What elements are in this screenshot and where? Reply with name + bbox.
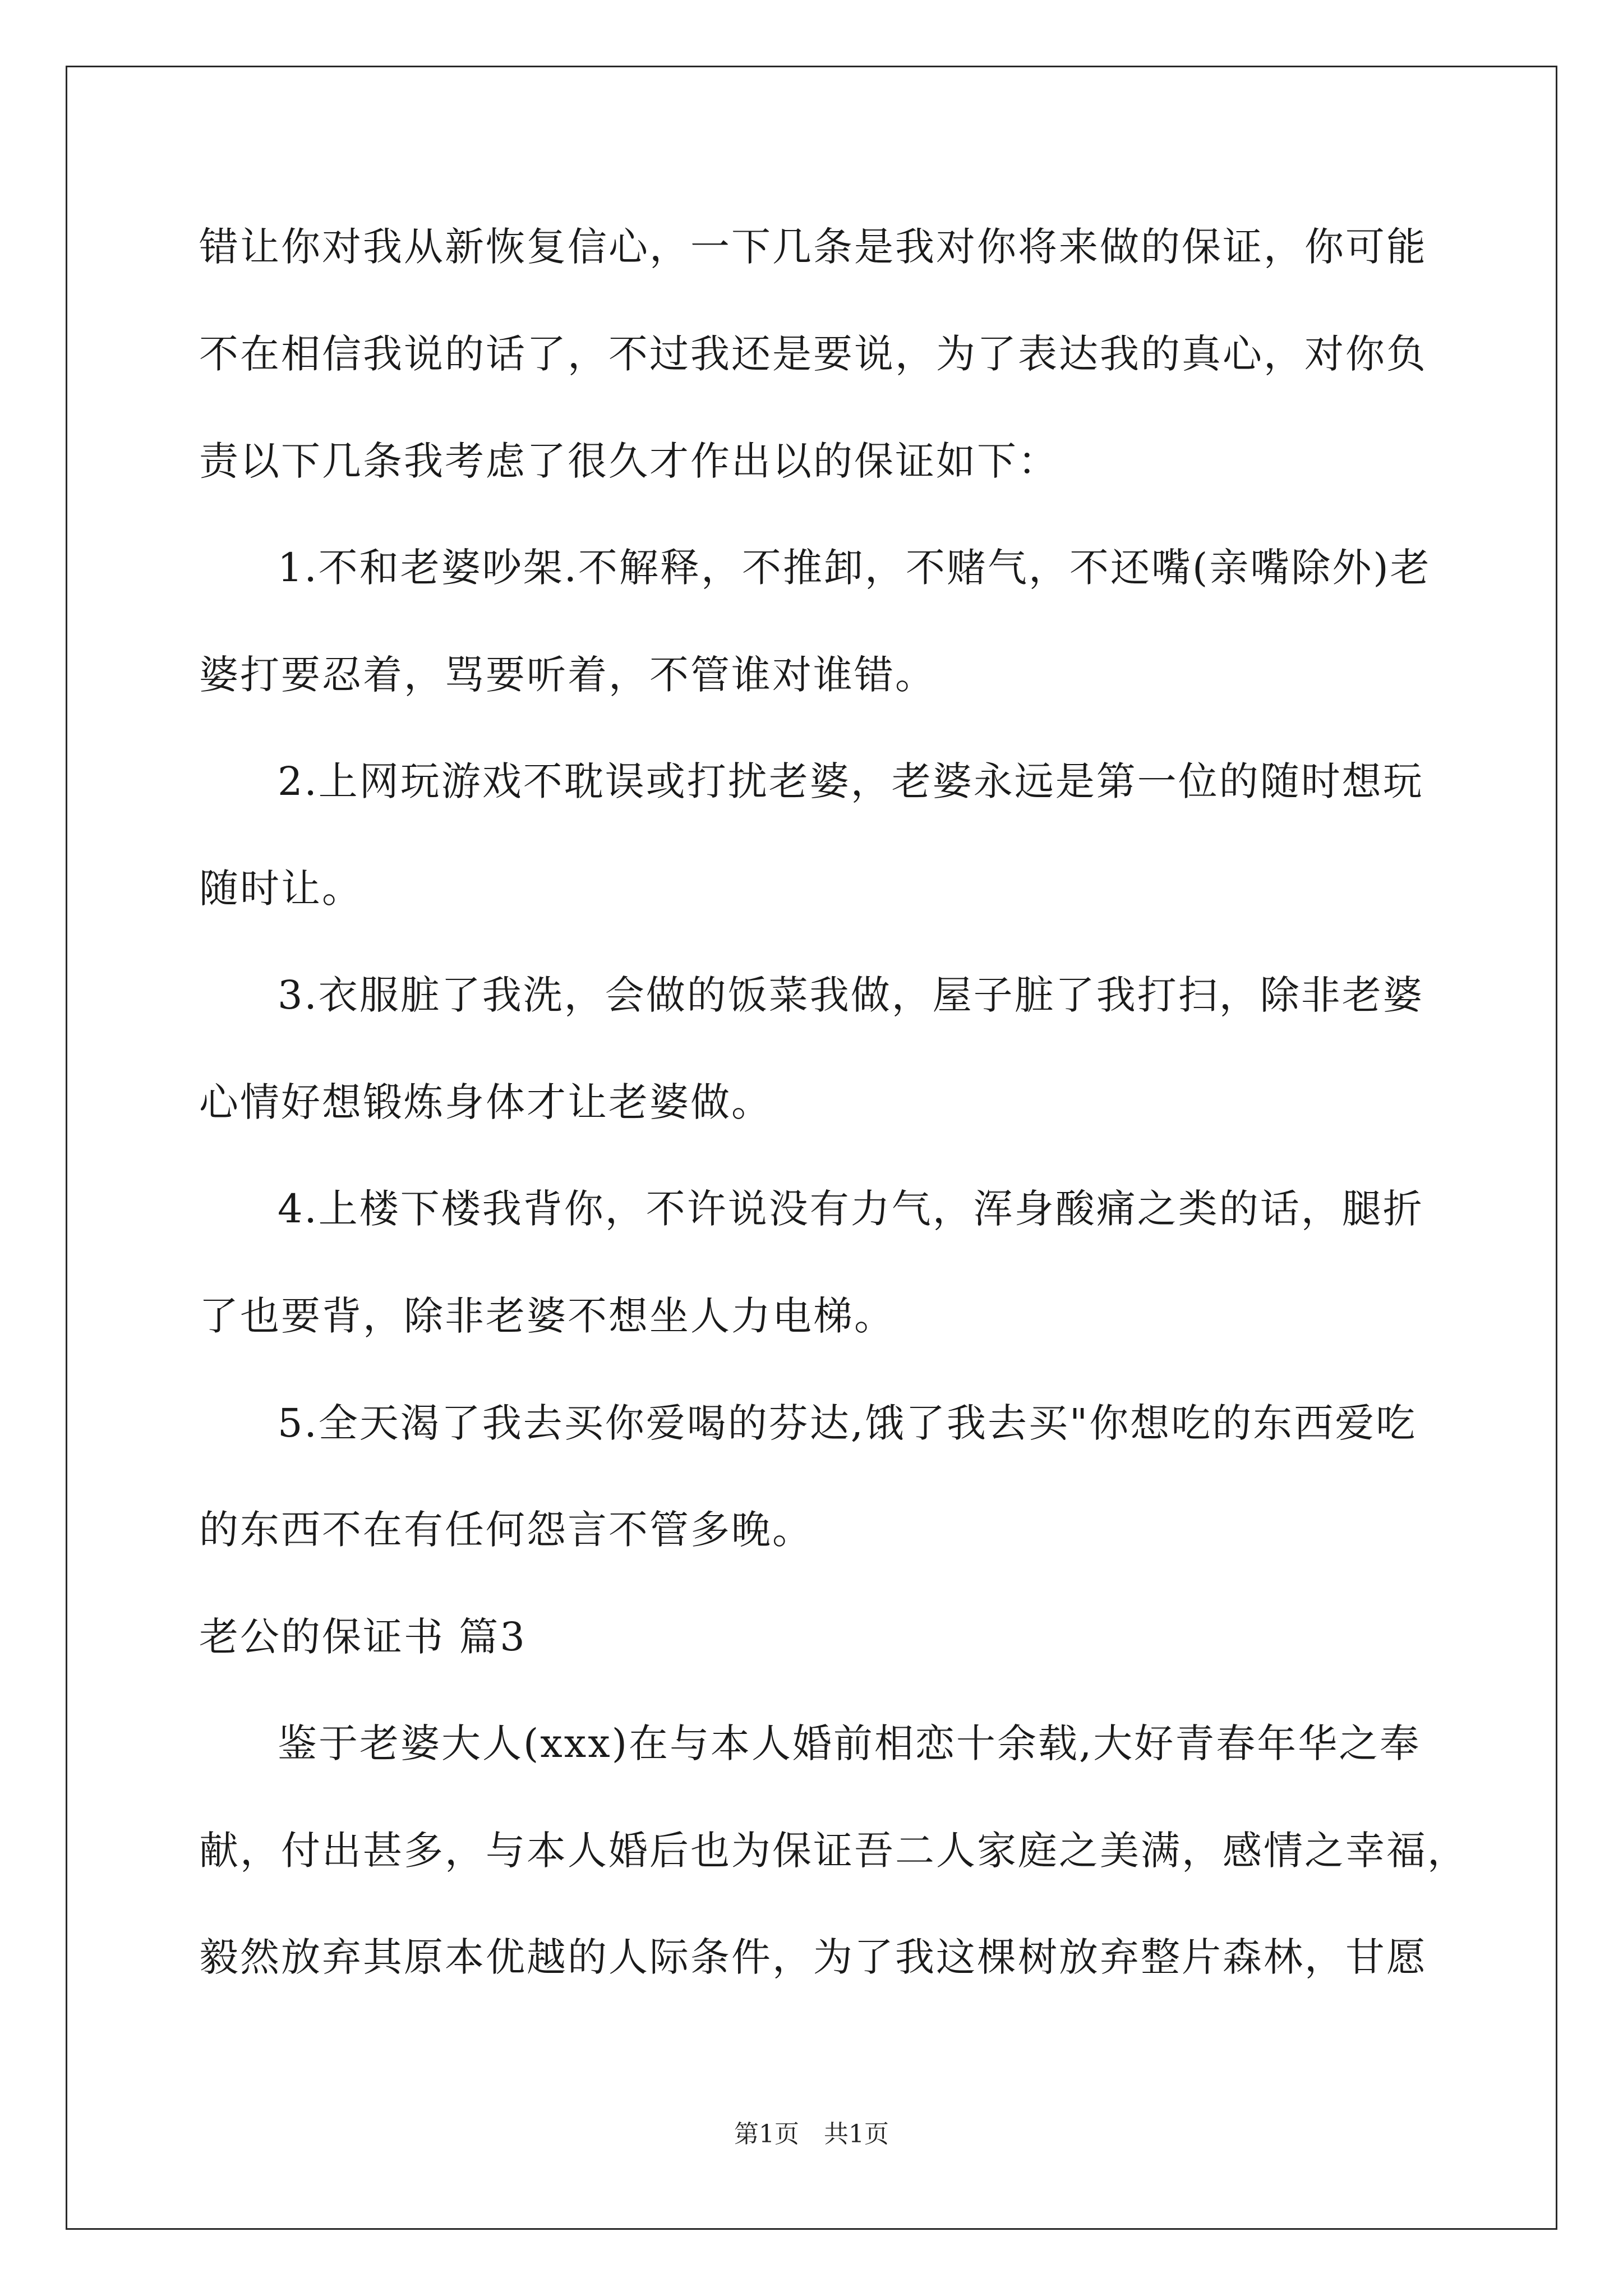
text-line: 的东西不在有任何怨言不管多晚。 <box>199 1507 813 1553</box>
text-line: 献，付出甚多，与本人婚后也为保证吾二人家庭之美满，感情之幸福， <box>199 1828 1468 1874</box>
text-line: 毅然放弃其原本优越的人际条件，为了我这棵树放弃整片森林，甘愿 <box>199 1934 1427 1980</box>
paragraph-start-line: 鉴于老婆大人(xxx)在与本人婚前相恋十余载,大好青春年华之奉 <box>278 1720 1421 1766</box>
list-item-2-line: 2.上网玩游戏不耽误或打扰老婆，老婆永远是第一位的随时想玩 <box>278 758 1424 804</box>
list-item-4-line: 4.上楼下楼我背你，不许说没有力气，浑身酸痛之类的话，腿折 <box>278 1186 1424 1232</box>
text-line: 不在相信我说的话了，不过我还是要说，为了表达我的真心，对你负 <box>199 331 1427 377</box>
text-line: 心情好想锻炼身体才让老婆做。 <box>199 1079 772 1125</box>
text-line: 随时让。 <box>199 866 363 912</box>
page-border <box>66 66 1557 2230</box>
list-item-3-line: 3.衣服脏了我洗，会做的饭菜我做，屋子脏了我打扫，除非老婆 <box>278 972 1424 1018</box>
page-number-footer: 第1页 共1页 <box>734 2120 889 2148</box>
list-item-5-line: 5.全天渴了我去买你爱喝的芬达,饿了我去买"你想吃的东西爱吃 <box>278 1400 1417 1446</box>
section-heading: 老公的保证书 篇3 <box>199 1614 527 1660</box>
text-line: 了也要背，除非老婆不想坐人力电梯。 <box>199 1293 895 1339</box>
text-line: 错让你对我从新恢复信心，一下几条是我对你将来做的保证，你可能 <box>199 224 1427 270</box>
text-line: 责以下几条我考虑了很久才作出以的保证如下： <box>199 438 1059 484</box>
list-item-1-line: 1.不和老婆吵架.不解释，不推卸，不赌气，不还嘴(亲嘴除外)老 <box>278 545 1431 591</box>
text-line: 婆打要忍着，骂要听着，不管谁对谁错。 <box>199 652 936 698</box>
